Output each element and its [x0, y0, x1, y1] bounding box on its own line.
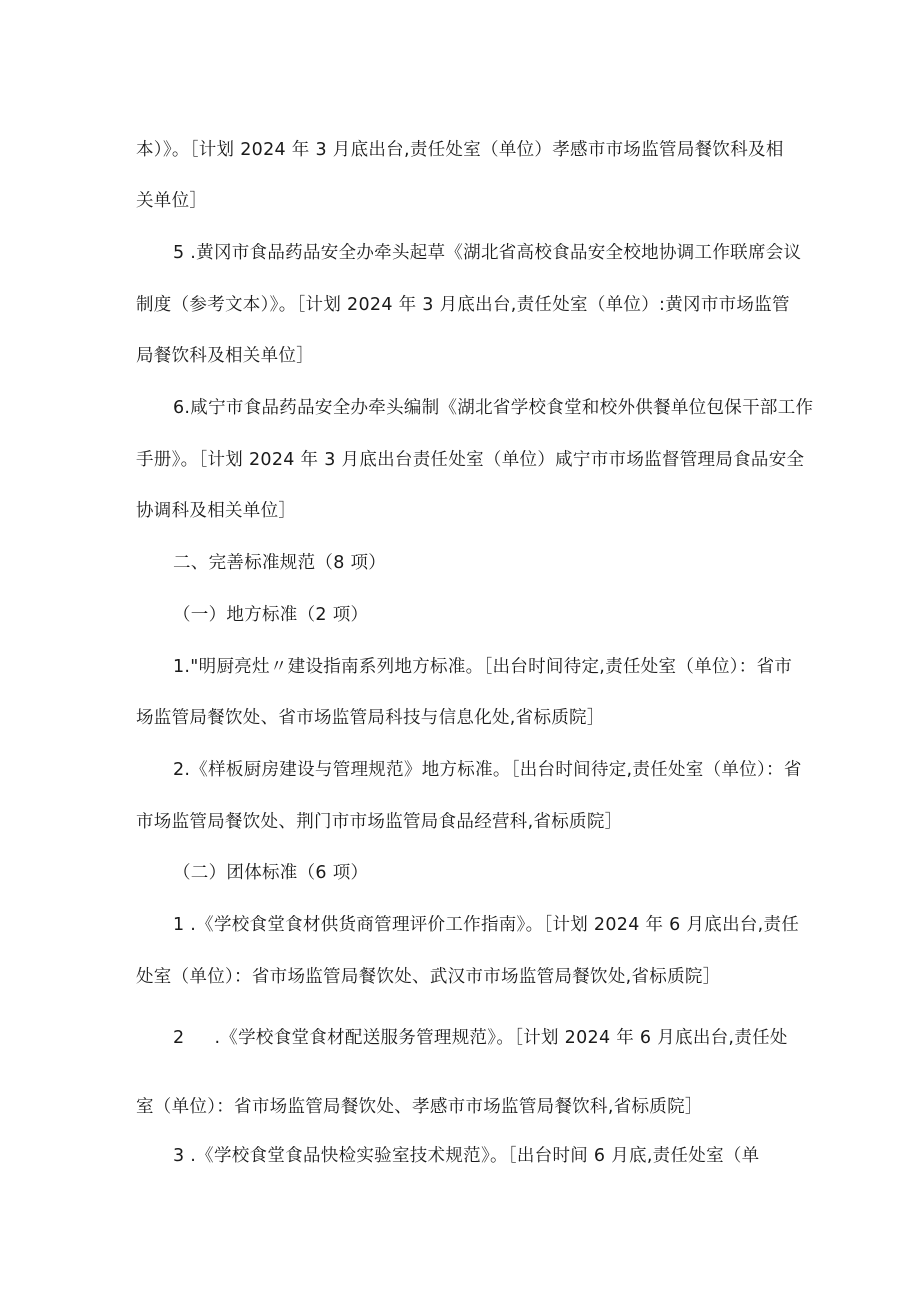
section-heading: 二、完善标准规范（8 项） — [173, 553, 387, 573]
text-line: 1 .《学校食堂食材供货商管理评价工作指南》。［计划 2024 年 6 月底出台,责任 — [173, 915, 800, 935]
text-line: 室（单位）：省市场监管局餐饮处、孝感市市场监管局餐饮科,省标质院］ — [136, 1097, 703, 1117]
subsection-heading: （二）团体标准（6 项） — [173, 863, 369, 883]
text-line: 局餐饮科及相关单位］ — [136, 346, 314, 366]
text-line: 场监管局餐饮处、省市场监管局科技与信息化处,省标质院］ — [136, 708, 605, 728]
text-line: 处室（单位）：省市场监管局餐饮处、武汉市市场监管局餐饮处,省标质院］ — [136, 967, 721, 987]
text-line: 3 .《学校食堂食品快检实验室技术规范》。［出台时间 6 月底,责任处室（单 — [173, 1146, 760, 1166]
text-line: 市场监管局餐饮处、荆门市市场监管局食品经营科,省标质院］ — [136, 812, 623, 832]
subsection-heading: （一）地方标准（2 项） — [173, 605, 369, 625]
text-line: 6.咸宁市食品药品安全办牵头编制《湖北省学校食堂和校外供餐单位包保干部工作 — [173, 398, 814, 418]
text-line: 制度（参考文本）》。［计划 2024 年 3 月底出台,责任处室（单位）:黄冈市市场监管 — [136, 295, 790, 315]
item-text: .《学校食堂食材配送服务管理规范》。［计划 2024 年 6 月底出台,责任处 — [214, 1028, 788, 1048]
text-line: 手册》。［计划 2024 年 3 月底出台责任处室（单位）咸宁市市场监督管理局食品安全 — [136, 450, 805, 470]
text-line: 5 .黄冈市食品药品安全办牵头起草《湖北省高校食品安全校地协调工作联席会议 — [173, 243, 802, 263]
item-number: 2 — [173, 1028, 185, 1048]
text-line: 1."明厨亮灶〃建设指南系列地方标准。［出台时间待定,责任处室（单位）：省市 — [173, 657, 793, 677]
text-line: 关单位］ — [136, 191, 208, 211]
text-line — [173, 1027, 788, 1049]
text-line: 本）》。［计划 2024 年 3 月底出台,责任处室（单位）孝感市市场监管局餐饮科及相 — [136, 140, 784, 160]
text-line: 协调科及相关单位］ — [136, 501, 297, 521]
text-line: 2.《样板厨房建设与管理规范》地方标准。［出台时间待定,责任处室（单位）：省 — [173, 760, 802, 780]
